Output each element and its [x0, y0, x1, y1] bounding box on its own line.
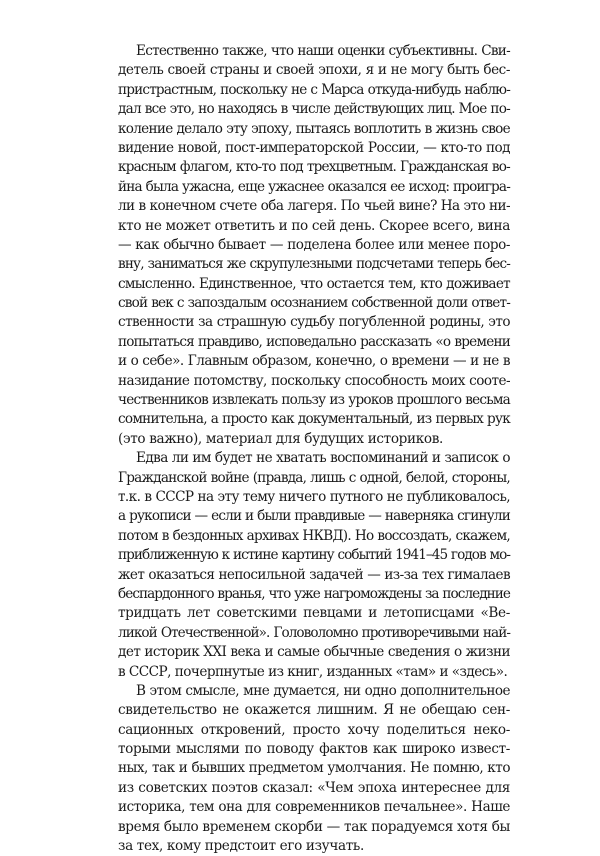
text-line: и о себе». Главным образом, конечно, о времени — и не в [118, 353, 510, 370]
text-line: т.к. в СССР на эту тему ничего путного не публиковалось, [118, 488, 510, 505]
text-line: Естественно также, что наши оценки субъективны. Сви- [136, 43, 510, 59]
paragraph [118, 42, 510, 449]
text-line: смысленно. Единственное, что остается тем, кто доживает [118, 275, 510, 292]
text-line: свидетельство не окажется лишним. Я не обещаю сен- [118, 702, 510, 719]
text-line: в СССР, почерпнутые из книг, изданных «там» и «здесь». [118, 663, 508, 680]
text-line: историка, тем она для современников печальнее». Наше [118, 799, 510, 816]
text-line: йна была ужасна, еще ужаснее оказался ее исход: проигра- [118, 178, 510, 195]
text-line: тридцать лет советскими певцами и летописцами «Ве- [118, 605, 510, 622]
paragraph [118, 682, 510, 856]
text-line: потом в бездонных архивах НКВД). Но воссоздать, скажем, [118, 527, 510, 544]
text-line: сационных откровений, просто хочу поделиться неко- [118, 721, 510, 738]
text-line: а рукописи — если и были правдивые — наверняка сгинули [118, 508, 510, 525]
text-line: попытаться правдиво, исповедально рассказать «о времени [118, 333, 510, 350]
text-line: приближенную к истине картину событий 1941–45 годов мо- [118, 547, 510, 564]
text-line: — как обычно бывает — поделена более или менее порo- [118, 236, 510, 253]
text-line: дет историк XXI века и самые обычные сведения о жизни [118, 644, 510, 661]
text-line: дал все это, но находясь в числе действующих лиц. Мое по- [118, 101, 510, 118]
text-line: ственности за страшную судьбу погубленной родины, это [118, 314, 510, 331]
text-line: вну, заниматься же скрупулезными подсчетами теперь бес- [118, 256, 510, 273]
paragraph [118, 449, 510, 682]
text-line: (это важно), материал для будущих историков. [118, 430, 443, 447]
text-line: пристрастным, поскольку не с Марса откуда-нибудь наблю- [118, 81, 510, 98]
text-line: торыми мыслями по поводу фактов как широко извест- [118, 741, 510, 758]
text-line: видение новой, пост-императорской России, — кто-то под [118, 139, 510, 156]
text-line: детель своей страны и своей эпохи, я и не могу быть бес- [118, 62, 510, 79]
text-line: за тех, кому предстоит его изучать. [118, 838, 364, 855]
text-line: сомнительна, а просто как документальный, из первых рук [118, 411, 510, 428]
body-text [118, 42, 510, 856]
text-line: красным флагом, кто-то под трехцветным. Гражданская во- [118, 159, 510, 176]
text-line: Едва ли им будет не хватать воспоминаний и записок о [136, 450, 510, 467]
text-line: время было временем скорби — так порадуемся хотя бы [118, 818, 510, 835]
text-line: жет оказаться непосильной задачей — из-за тех гималаев [118, 566, 510, 583]
text-line: коление делало эту эпоху, пытаясь воплотить в жизнь свое [118, 120, 510, 137]
text-line: чественников извлекать пользу из уроков прошлого весьма [118, 392, 510, 409]
text-line: В этом смысле, мне думается, ни одно дополнительное [136, 682, 510, 699]
text-line: ликой Отечественной». Головоломно противоречивыми най- [118, 624, 510, 641]
text-line: кто не может ответить и по сей день. Скорее всего, вина [118, 217, 510, 234]
text-line: Гражданской войне (правда, лишь с одной, белой, стороны, [118, 469, 510, 486]
text-line: ных, так и бывших предметом умолчания. Не помню, кто [118, 760, 510, 777]
text-line: из советских поэтов сказал: «Чем эпоха интереснее для [118, 779, 510, 796]
text-line: беспардонного вранья, что уже нагромождены за последние [118, 585, 510, 602]
text-line: назидание потомству, поскольку способность моих соотe- [118, 372, 510, 389]
text-line: ли в конечном счете оба лагеря. По чьей вине? На это ни- [118, 198, 510, 215]
text-line: свой век с запоздалым осознанием собственной доли ответ- [118, 295, 510, 312]
